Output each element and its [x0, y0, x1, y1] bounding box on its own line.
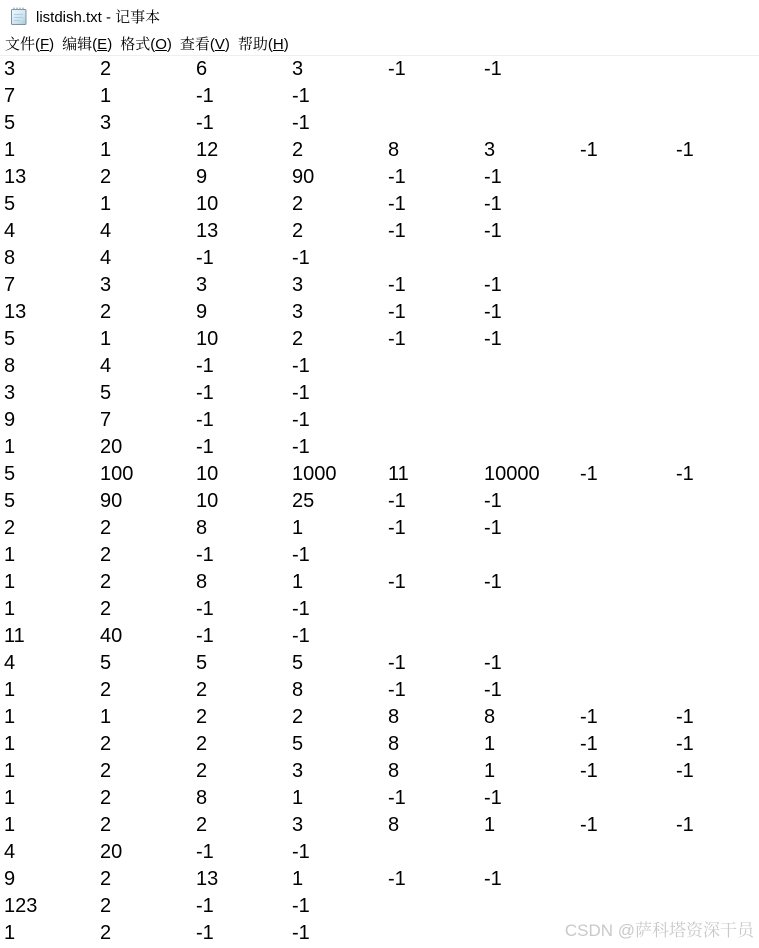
number-cell: 13 — [4, 301, 27, 323]
number-cell: 10000 — [484, 463, 540, 485]
number-cell: 1 — [4, 679, 16, 701]
number-cell: 5 — [292, 733, 304, 755]
number-cell: 5 — [4, 463, 16, 485]
number-cell: 3 — [292, 58, 304, 80]
number-cell: 2 — [100, 598, 112, 620]
number-cell: -1 — [580, 760, 598, 782]
number-cell: -1 — [676, 463, 694, 485]
number-cell: -1 — [484, 220, 502, 242]
number-cell: -1 — [292, 409, 310, 431]
number-cell: -1 — [580, 463, 598, 485]
number-cell: 8 — [388, 733, 400, 755]
number-cell: 8 — [388, 706, 400, 728]
notepad-icon — [9, 6, 29, 26]
number-cell: 20 — [100, 436, 123, 458]
number-cell: -1 — [196, 598, 214, 620]
text-line — [0, 569, 759, 596]
text-line — [0, 245, 759, 272]
number-cell: -1 — [388, 490, 406, 512]
menu-accel-key: E — [97, 36, 108, 53]
number-cell: -1 — [196, 112, 214, 134]
number-cell: 3 — [292, 301, 304, 323]
text-line — [0, 110, 759, 137]
text-line — [0, 839, 759, 866]
number-cell: -1 — [580, 733, 598, 755]
number-cell: 1 — [100, 85, 112, 107]
number-cell: -1 — [292, 841, 310, 863]
number-cell: 2 — [4, 517, 16, 539]
number-cell: 2 — [100, 166, 112, 188]
number-cell: -1 — [196, 382, 214, 404]
number-cell: -1 — [292, 625, 310, 647]
number-cell: -1 — [388, 274, 406, 296]
number-cell: -1 — [676, 706, 694, 728]
menu-label-part: 格式( — [120, 36, 156, 53]
number-cell: 2 — [196, 706, 208, 728]
text-editor[interactable] — [0, 56, 759, 948]
number-cell: 1 — [100, 706, 112, 728]
number-cell: 3 — [100, 274, 112, 296]
number-cell: -1 — [292, 247, 310, 269]
number-cell: 2 — [100, 787, 112, 809]
number-cell: 5 — [4, 328, 16, 350]
number-cell: -1 — [292, 598, 310, 620]
number-cell: -1 — [388, 571, 406, 593]
number-cell: 1 — [484, 733, 496, 755]
number-cell: 2 — [100, 679, 112, 701]
number-cell: 8 — [292, 679, 304, 701]
number-cell: 3 — [4, 58, 16, 80]
number-cell: 5 — [196, 652, 208, 674]
number-cell: -1 — [484, 787, 502, 809]
menu-label-part: ) — [224, 36, 230, 53]
number-cell: 10 — [196, 328, 219, 350]
title-bar — [0, 0, 759, 32]
number-cell: 8 — [196, 787, 208, 809]
number-cell: -1 — [484, 517, 502, 539]
text-line — [0, 515, 759, 542]
number-cell: 1 — [4, 760, 16, 782]
window-title: listdish.txt - 记事本 — [36, 8, 161, 26]
text-line — [0, 137, 759, 164]
menu-item-view[interactable] — [176, 33, 234, 54]
watermark: CSDN @萨科塔资深干员 — [564, 921, 754, 940]
number-cell: 3 — [292, 814, 304, 836]
number-cell: -1 — [292, 85, 310, 107]
number-cell: 2 — [292, 706, 304, 728]
number-cell: 8 — [196, 571, 208, 593]
number-cell: 2 — [196, 760, 208, 782]
menu-label-part: ) — [49, 36, 55, 53]
text-line — [0, 218, 759, 245]
number-cell: 8 — [388, 139, 400, 161]
number-cell: 8 — [196, 517, 208, 539]
text-line — [0, 920, 759, 947]
number-cell: -1 — [388, 517, 406, 539]
number-cell: -1 — [484, 301, 502, 323]
number-cell: -1 — [292, 355, 310, 377]
number-cell: 2 — [100, 760, 112, 782]
number-cell: 20 — [100, 841, 123, 863]
number-cell: 3 — [292, 274, 304, 296]
text-line — [0, 56, 759, 83]
number-cell: 1 — [292, 571, 304, 593]
number-cell: -1 — [388, 58, 406, 80]
number-cell: 2 — [100, 571, 112, 593]
text-line — [0, 380, 759, 407]
number-cell: 9 — [196, 301, 208, 323]
number-cell: 11 — [4, 625, 25, 647]
text-line — [0, 623, 759, 650]
text-line — [0, 542, 759, 569]
number-cell: -1 — [676, 139, 694, 161]
number-cell: 2 — [292, 193, 304, 215]
number-cell: 3 — [196, 274, 208, 296]
number-cell: -1 — [484, 571, 502, 593]
number-cell: -1 — [196, 409, 214, 431]
number-cell: 1 — [4, 598, 16, 620]
number-cell: -1 — [388, 193, 406, 215]
number-cell: 100 — [100, 463, 134, 485]
number-cell: 5 — [100, 652, 112, 674]
text-line — [0, 893, 759, 920]
text-line — [0, 866, 759, 893]
number-cell: -1 — [484, 328, 502, 350]
number-cell: -1 — [388, 301, 406, 323]
number-cell: 8 — [388, 760, 400, 782]
number-cell: -1 — [484, 193, 502, 215]
number-cell: 1 — [100, 193, 112, 215]
number-cell: 2 — [196, 679, 208, 701]
number-cell: 13 — [196, 868, 219, 890]
number-cell: 7 — [100, 409, 112, 431]
number-cell: -1 — [292, 382, 310, 404]
number-cell: -1 — [676, 760, 694, 782]
text-line — [0, 272, 759, 299]
number-cell: 9 — [4, 409, 16, 431]
number-cell: 3 — [100, 112, 112, 134]
text-line — [0, 785, 759, 812]
number-cell: -1 — [388, 787, 406, 809]
number-cell: 25 — [292, 490, 315, 512]
number-cell: 9 — [4, 868, 16, 890]
number-cell: -1 — [196, 85, 214, 107]
text-line — [0, 326, 759, 353]
number-cell: 2 — [100, 922, 112, 944]
number-cell: 8 — [4, 355, 16, 377]
text-line — [0, 83, 759, 110]
number-cell: 5 — [100, 382, 112, 404]
number-cell: 13 — [196, 220, 219, 242]
number-cell: 4 — [100, 220, 112, 242]
menu-item-help[interactable] — [234, 33, 293, 54]
number-cell: 2 — [100, 517, 112, 539]
menu-label-part: 帮助( — [237, 36, 273, 53]
number-cell: 2 — [292, 139, 304, 161]
menu-label-part: ) — [107, 36, 113, 53]
number-cell: 10 — [196, 490, 219, 512]
text-line — [0, 434, 759, 461]
text-line — [0, 758, 759, 785]
menu-label-part: ) — [166, 36, 172, 53]
text-line — [0, 812, 759, 839]
number-cell: 90 — [292, 166, 315, 188]
number-cell: -1 — [196, 895, 214, 917]
number-cell: -1 — [292, 436, 310, 458]
menu-label-part: 查看( — [179, 36, 215, 53]
number-cell: 10 — [196, 193, 219, 215]
menu-label-part: 文件( — [5, 36, 40, 53]
number-cell: 1 — [292, 868, 304, 890]
number-cell: 11 — [388, 463, 409, 485]
number-cell: 2 — [292, 328, 304, 350]
number-cell: 1 — [4, 922, 16, 944]
number-cell: -1 — [484, 679, 502, 701]
number-cell: -1 — [292, 544, 310, 566]
number-cell: 4 — [4, 220, 16, 242]
text-line — [0, 299, 759, 326]
text-line — [0, 461, 759, 488]
number-cell: 4 — [100, 247, 112, 269]
number-cell: 40 — [100, 625, 123, 647]
number-cell: 1 — [484, 814, 496, 836]
number-cell: 5 — [4, 193, 16, 215]
text-line — [0, 488, 759, 515]
number-cell: -1 — [196, 544, 214, 566]
number-cell: 8 — [484, 706, 496, 728]
number-cell: 1 — [4, 706, 16, 728]
number-cell: 1 — [292, 517, 304, 539]
number-cell: 1 — [4, 436, 16, 458]
number-cell: 2 — [292, 220, 304, 242]
text-line — [0, 650, 759, 677]
text-line — [0, 704, 759, 731]
number-cell: 1 — [4, 139, 16, 161]
number-cell: 2 — [196, 733, 208, 755]
number-cell: 5 — [4, 112, 16, 134]
number-cell: 2 — [100, 895, 112, 917]
menu-accel-key: V — [214, 36, 225, 53]
number-cell: 90 — [100, 490, 123, 512]
number-cell: 6 — [196, 58, 208, 80]
text-line — [0, 731, 759, 758]
number-cell: -1 — [292, 112, 310, 134]
number-cell: 123 — [4, 895, 38, 917]
text-line — [0, 353, 759, 380]
number-cell: -1 — [196, 247, 214, 269]
number-cell: 1 — [4, 787, 16, 809]
number-cell: 4 — [100, 355, 112, 377]
number-cell: 13 — [4, 166, 27, 188]
number-cell: -1 — [388, 679, 406, 701]
number-cell: -1 — [388, 652, 406, 674]
number-cell: -1 — [292, 895, 310, 917]
menu-accel-key: F — [40, 36, 50, 53]
menu-label-part: 编辑( — [62, 36, 98, 53]
number-cell: -1 — [580, 706, 598, 728]
number-cell: -1 — [196, 841, 214, 863]
number-cell: 5 — [4, 490, 16, 512]
text-line — [0, 407, 759, 434]
number-cell: -1 — [388, 868, 406, 890]
number-cell: 3 — [4, 382, 16, 404]
number-cell: -1 — [484, 868, 502, 890]
number-cell: 2 — [100, 544, 112, 566]
text-line — [0, 191, 759, 218]
number-cell: -1 — [196, 625, 214, 647]
number-cell: 12 — [196, 139, 219, 161]
menu-item-file[interactable] — [1, 33, 58, 54]
number-cell: 1 — [484, 760, 496, 782]
number-cell: 1 — [4, 544, 16, 566]
number-cell: -1 — [196, 922, 214, 944]
number-cell: 7 — [4, 85, 16, 107]
number-cell: 8 — [4, 247, 16, 269]
number-cell: 1 — [4, 571, 16, 593]
number-cell: -1 — [196, 355, 214, 377]
number-cell: -1 — [484, 166, 502, 188]
number-cell: 1 — [100, 328, 112, 350]
number-cell: 1 — [4, 733, 16, 755]
number-cell: -1 — [196, 436, 214, 458]
number-cell: -1 — [484, 58, 502, 80]
number-cell: 2 — [100, 814, 112, 836]
number-cell: 4 — [4, 652, 16, 674]
number-cell: 10 — [196, 463, 219, 485]
menu-label-part: ) — [283, 36, 289, 53]
number-cell: 2 — [100, 733, 112, 755]
number-cell: -1 — [484, 652, 502, 674]
number-cell: -1 — [292, 922, 310, 944]
number-cell: -1 — [388, 328, 406, 350]
number-cell: 5 — [292, 652, 304, 674]
number-cell: 1000 — [292, 463, 337, 485]
number-cell: 1 — [4, 814, 16, 836]
number-cell: 2 — [196, 814, 208, 836]
number-cell: 2 — [100, 301, 112, 323]
number-cell: -1 — [676, 814, 694, 836]
number-cell: 2 — [100, 868, 112, 890]
text-line — [0, 164, 759, 191]
number-cell: 2 — [100, 58, 112, 80]
number-cell: -1 — [388, 220, 406, 242]
number-cell: 3 — [484, 139, 496, 161]
number-cell: 4 — [4, 841, 16, 863]
menu-item-format[interactable] — [116, 33, 176, 54]
number-cell: -1 — [388, 166, 406, 188]
number-cell: 8 — [388, 814, 400, 836]
number-cell: 1 — [100, 139, 112, 161]
number-cell: 3 — [292, 760, 304, 782]
number-cell: 7 — [4, 274, 16, 296]
menu-bar — [0, 32, 759, 56]
number-cell: -1 — [580, 814, 598, 836]
number-cell: 1 — [292, 787, 304, 809]
number-cell: 9 — [196, 166, 208, 188]
menu-accel-key: O — [155, 36, 167, 53]
text-line — [0, 677, 759, 704]
menu-accel-key: H — [272, 36, 284, 53]
number-cell: -1 — [676, 733, 694, 755]
menu-item-edit[interactable] — [58, 33, 116, 54]
number-cell: -1 — [484, 274, 502, 296]
number-cell: -1 — [484, 490, 502, 512]
number-cell: -1 — [580, 139, 598, 161]
text-line — [0, 596, 759, 623]
